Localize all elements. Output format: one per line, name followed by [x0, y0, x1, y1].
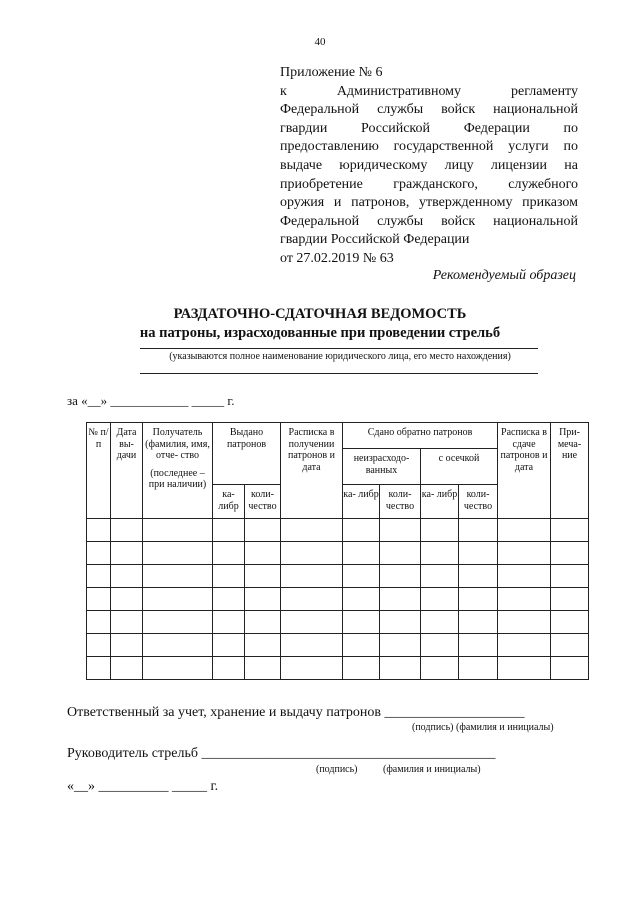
appendix-line: от 27.02.2019 № 63 — [280, 250, 394, 266]
table-cell[interactable] — [498, 542, 551, 565]
table-cell[interactable] — [498, 519, 551, 542]
table-cell[interactable] — [111, 634, 143, 657]
table-cell[interactable] — [213, 519, 245, 542]
table-cell[interactable] — [143, 588, 213, 611]
table-cell[interactable] — [213, 634, 245, 657]
table-cell[interactable] — [143, 634, 213, 657]
issue-return-table — [86, 422, 589, 680]
table-cell[interactable] — [281, 657, 343, 680]
responsible-signature-blank[interactable]: ____________________ — [384, 705, 525, 720]
org-address-line — [140, 373, 538, 374]
table-cell[interactable] — [111, 565, 143, 588]
table-cell[interactable] — [111, 542, 143, 565]
table-row — [87, 542, 589, 565]
table-cell[interactable] — [343, 542, 380, 565]
table-cell[interactable] — [87, 657, 111, 680]
table-row — [87, 588, 589, 611]
table-cell[interactable] — [380, 657, 421, 680]
appendix-line: Приложение № 6 — [280, 65, 383, 80]
table-cell[interactable] — [143, 657, 213, 680]
header-misfire-caliber: ка- либр — [421, 485, 459, 519]
appendix-line: Федеральной службы войск национальной — [280, 102, 578, 118]
table-cell[interactable] — [111, 588, 143, 611]
table-cell[interactable] — [421, 657, 459, 680]
table-row — [87, 657, 589, 680]
responsible-hint: (подпись) (фамилия и инициалы) — [412, 722, 554, 733]
table-cell[interactable] — [459, 519, 498, 542]
table-cell[interactable] — [459, 588, 498, 611]
table-cell[interactable] — [213, 588, 245, 611]
appendix-word: к — [280, 83, 287, 99]
org-name-hint: (указываются полное наименование юридического лица, его место нахождения) — [169, 351, 511, 362]
table-cell[interactable] — [143, 519, 213, 542]
appendix-word: по — [563, 120, 578, 136]
header-issued: Выдано патронов — [213, 423, 281, 485]
table-cell[interactable] — [459, 611, 498, 634]
table-cell[interactable] — [343, 565, 380, 588]
table-cell[interactable] — [551, 519, 589, 542]
table-cell[interactable] — [380, 588, 421, 611]
table-cell[interactable] — [281, 519, 343, 542]
table-cell[interactable] — [459, 634, 498, 657]
table-cell[interactable] — [343, 657, 380, 680]
table-cell[interactable] — [421, 634, 459, 657]
table-cell[interactable] — [498, 611, 551, 634]
header-recipient — [143, 423, 213, 519]
table-cell[interactable] — [87, 588, 111, 611]
table-cell[interactable] — [498, 634, 551, 657]
header-issue-date: Дата вы- дачи — [111, 423, 143, 519]
table-cell[interactable] — [87, 611, 111, 634]
appendix-line — [280, 83, 578, 102]
appendix-word: регламенту — [511, 83, 578, 99]
table-cell[interactable] — [380, 634, 421, 657]
table-cell[interactable] — [245, 588, 281, 611]
table-cell[interactable] — [459, 565, 498, 588]
table-cell[interactable] — [459, 542, 498, 565]
table-cell[interactable] — [213, 611, 245, 634]
table-cell[interactable] — [380, 565, 421, 588]
table-cell[interactable] — [380, 542, 421, 565]
table-cell[interactable] — [551, 657, 589, 680]
table-cell[interactable] — [343, 611, 380, 634]
page-number: 40 — [314, 36, 326, 48]
table-cell[interactable] — [245, 611, 281, 634]
table-cell[interactable] — [245, 542, 281, 565]
table-cell[interactable] — [343, 634, 380, 657]
table-cell[interactable] — [498, 565, 551, 588]
table-cell[interactable] — [551, 611, 589, 634]
appendix-word: служебного — [508, 176, 578, 192]
table-cell[interactable] — [343, 588, 380, 611]
table-cell[interactable] — [551, 565, 589, 588]
appendix-line — [280, 120, 578, 139]
table-cell[interactable] — [111, 657, 143, 680]
header-number: № п/п — [87, 423, 111, 519]
header-recipient-bottom: (последнее – при наличии) — [148, 467, 207, 490]
responsible-person-line — [67, 705, 524, 721]
table-cell[interactable] — [421, 565, 459, 588]
table-cell[interactable] — [87, 565, 111, 588]
table-cell[interactable] — [87, 634, 111, 657]
table-row — [87, 565, 589, 588]
table-cell[interactable] — [421, 519, 459, 542]
table-cell[interactable] — [143, 611, 213, 634]
table-cell[interactable] — [551, 588, 589, 611]
appendix-word: Федерации — [463, 120, 530, 136]
document-title — [0, 305, 640, 343]
table-cell[interactable] — [143, 542, 213, 565]
header-misfire: с осечкой — [421, 449, 498, 485]
responsible-label: Ответственный за учет, хранение и выдачу патронов — [67, 705, 381, 720]
appendix-line — [280, 176, 578, 195]
table-row — [87, 611, 589, 634]
appendix-line: предоставлению государственной услуги по — [280, 139, 578, 155]
table-cell[interactable] — [245, 657, 281, 680]
table-cell[interactable] — [551, 634, 589, 657]
title-main: РАЗДАТОЧНО-СДАТОЧНАЯ ВЕДОМОСТЬ — [173, 306, 467, 322]
table-cell[interactable] — [551, 542, 589, 565]
table-cell[interactable] — [111, 611, 143, 634]
table-cell[interactable] — [245, 634, 281, 657]
header-unused-caliber: ка- либр — [343, 485, 380, 519]
shooting-head-line — [67, 746, 496, 762]
table-cell[interactable] — [380, 611, 421, 634]
signature-date-line: «__» __________ _____ г. — [67, 779, 219, 794]
table-cell[interactable] — [87, 519, 111, 542]
header-issued-caliber: ка- либр — [213, 485, 245, 519]
header-return-receipt: Расписка в сдаче патронов и дата — [498, 423, 551, 519]
sample-label: Рекомендуемый образец — [432, 268, 576, 283]
header-unused-qty: коли- чество — [380, 485, 421, 519]
table-cell[interactable] — [421, 611, 459, 634]
table-cell[interactable] — [498, 588, 551, 611]
appendix-word: Административному — [336, 83, 462, 99]
table-cell[interactable] — [213, 542, 245, 565]
appendix-word: гражданского, — [393, 176, 478, 192]
header-issued-qty: коли- чество — [245, 485, 281, 519]
appendix-line: выдаче юридическому лицу лицензии на — [280, 157, 578, 173]
table-cell[interactable] — [498, 657, 551, 680]
table-cell[interactable] — [245, 565, 281, 588]
table-cell[interactable] — [421, 588, 459, 611]
appendix-word: Российской — [361, 120, 430, 136]
header-notes: При- меча- ние — [551, 423, 589, 519]
table-cell[interactable] — [281, 634, 343, 657]
title-sub: на патроны, израсходованные при проведении стрельб — [139, 325, 501, 341]
appendix-line: Федеральной службы войск национальной — [280, 213, 578, 229]
table-cell[interactable] — [281, 565, 343, 588]
appendix-block — [280, 64, 578, 269]
table-cell[interactable] — [213, 565, 245, 588]
table-row — [87, 519, 589, 542]
appendix-line: гвардии Российской Федерации — [280, 232, 470, 248]
header-recipient-top: Получатель (фамилия, имя, отче- ство — [145, 427, 210, 461]
table-cell[interactable] — [421, 542, 459, 565]
table-cell[interactable] — [281, 588, 343, 611]
header-misfire-qty: коли- чество — [459, 485, 498, 519]
org-name-line — [140, 348, 538, 349]
appendix-word: приобретение — [280, 176, 363, 192]
head-name-hint: (фамилия и инициалы) — [383, 764, 481, 775]
table-cell[interactable] — [213, 657, 245, 680]
table-cell[interactable] — [143, 565, 213, 588]
head-signature-blank[interactable]: __________________________________________ — [201, 746, 496, 761]
table-cell[interactable] — [87, 542, 111, 565]
table-cell[interactable] — [111, 519, 143, 542]
period-date-line: за «__» ____________ _____ г. — [67, 393, 235, 408]
table-cell[interactable] — [380, 519, 421, 542]
header-returned: Сдано обратно патронов — [343, 423, 498, 449]
head-sign-hint: (подпись) — [316, 764, 358, 775]
table-cell[interactable] — [343, 519, 380, 542]
head-label: Руководитель стрельб — [67, 746, 199, 761]
table-cell[interactable] — [459, 657, 498, 680]
header-receipt: Расписка в получении патронов и дата — [281, 423, 343, 519]
header-unused: неизрасходо- ванных — [343, 449, 421, 485]
table-cell[interactable] — [245, 519, 281, 542]
appendix-word: гвардии — [280, 120, 328, 136]
table-row — [87, 634, 589, 657]
table-cell[interactable] — [281, 542, 343, 565]
table-cell[interactable] — [281, 611, 343, 634]
appendix-line: оружия и патронов, утвержденному приказом — [280, 195, 578, 211]
